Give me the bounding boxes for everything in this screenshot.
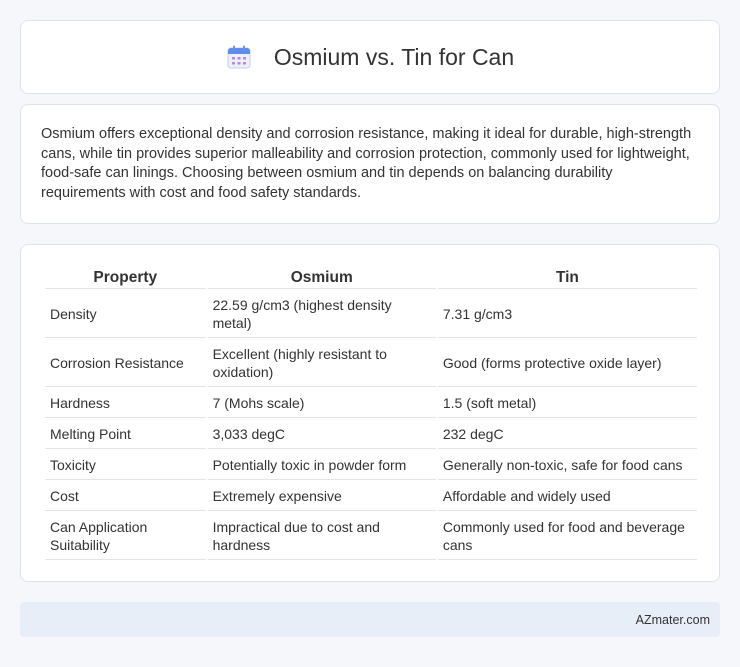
intro-paragraph: Osmium offers exceptional density and corrosion resistance, making it ideal for durable, high-strength cans, while tin provides superior malleability and corrosion protection, commonly used for lightweight, food-safe can linings. Choosing between osmium and tin depends on balancing durability requirements with cost and food safety standards. (41, 126, 692, 201)
header-tin: Tin (438, 267, 697, 289)
tin-cell: Commonly used for food and beverage cans (438, 513, 697, 560)
table-row (45, 451, 697, 480)
intro-card (20, 104, 720, 224)
osmium-cell: Potentially toxic in powder form (208, 451, 436, 480)
table-row (45, 482, 697, 511)
property-cell: Melting Point (45, 420, 206, 449)
title-card (20, 20, 720, 94)
comparison-table (43, 265, 699, 562)
page-title: Osmium vs. Tin for Can (273, 43, 515, 70)
footer-brand: AZmater.com (635, 612, 710, 627)
property-cell: Density (45, 291, 206, 338)
property-cell: Hardness (45, 389, 206, 418)
table-row (45, 420, 697, 449)
osmium-cell: Impractical due to cost and hardness (208, 513, 436, 560)
osmium-cell: 3,033 degC (208, 420, 436, 449)
property-cell: Cost (45, 482, 206, 511)
osmium-cell: Extremely expensive (208, 482, 436, 511)
table-row (45, 389, 697, 418)
header-osmium: Osmium (208, 267, 436, 289)
property-cell: Can Application Suitability (45, 513, 206, 560)
property-cell: Toxicity (45, 451, 206, 480)
calendar-icon (226, 44, 252, 70)
osmium-cell: 7 (Mohs scale) (208, 389, 436, 418)
property-cell: Corrosion Resistance (45, 340, 206, 387)
osmium-cell: Excellent (highly resistant to oxidation) (208, 340, 436, 387)
table-row (45, 340, 697, 387)
footer (20, 602, 720, 637)
table-row (45, 291, 697, 338)
tin-cell: Good (forms protective oxide layer) (438, 340, 697, 387)
header-property: Property (45, 267, 206, 289)
tin-cell: Affordable and widely used (438, 482, 697, 511)
tin-cell: 7.31 g/cm3 (438, 291, 697, 338)
osmium-cell: 22.59 g/cm3 (highest density metal) (208, 291, 436, 338)
comparison-card (20, 244, 720, 582)
table-header-row (45, 267, 697, 289)
tin-cell: 1.5 (soft metal) (438, 389, 697, 418)
tin-cell: 232 degC (438, 420, 697, 449)
table-row (45, 513, 697, 560)
tin-cell: Generally non-toxic, safe for food cans (438, 451, 697, 480)
